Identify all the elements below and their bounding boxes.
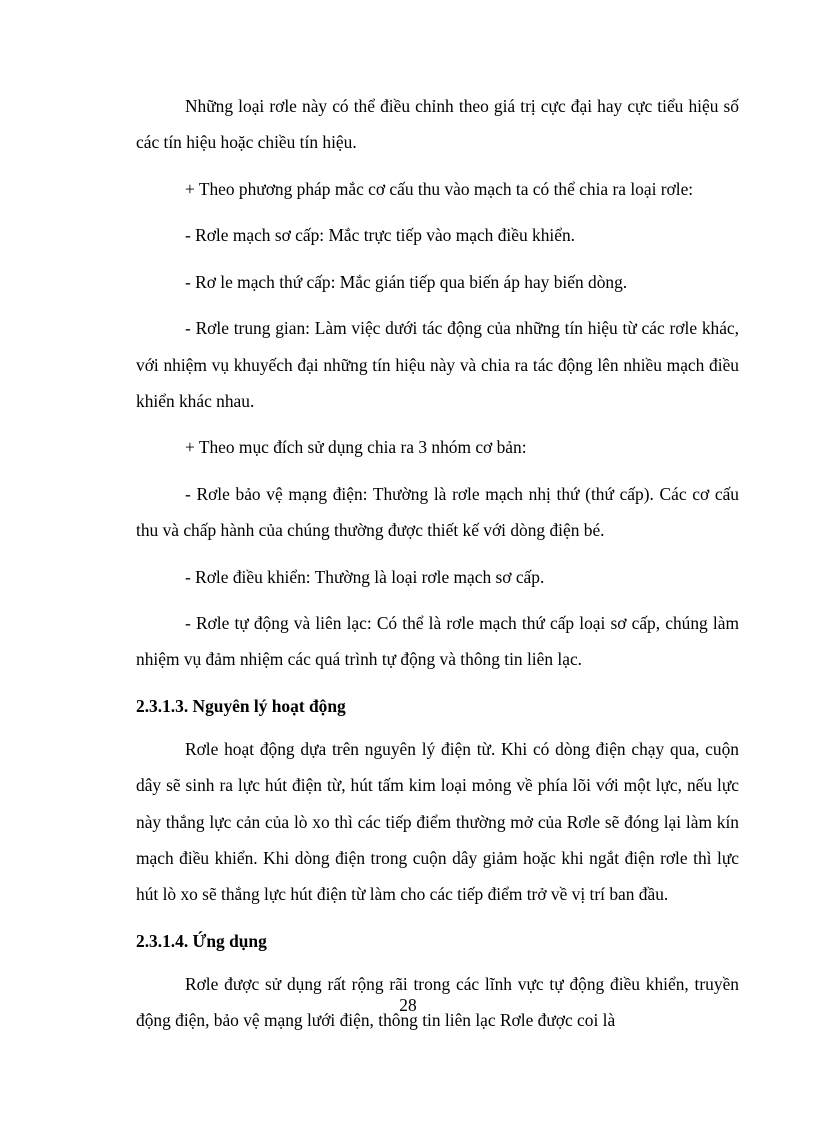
section-heading-application: 2.3.1.4. Ứng dụng (136, 930, 267, 951)
paragraph-relay-adjustment: Những loại rơle này có thể điều chỉnh theo giá trị cực đại hay cực tiểu hiệu số các tín hiệu hoặc chiều tín hiệu. (136, 96, 739, 153)
paragraph-classification-by-connection: + Theo phương pháp mắc cơ cấu thu vào mạch ta có thể chia ra loại rơle: (185, 178, 694, 199)
section-heading-operating-principle: 2.3.1.3. Nguyên lý hoạt động (136, 695, 346, 716)
list-item-control-relay: - Rơle điều khiển: Thường là loại rơle mạch sơ cấp. (185, 566, 545, 587)
paragraph-application: Rơle được sử dụng rất rộng rãi trong các lĩnh vực tự động điều khiển, truyền động điện, bảo vệ mạng lưới điện, thông tin liên lạc Rơle được coi là (136, 974, 739, 1031)
page-content (136, 88, 739, 1039)
paragraph-classification-by-purpose: + Theo mục đích sử dụng chia ra 3 nhóm cơ bản: (185, 437, 527, 458)
list-item-intermediate-relay: - Rơle trung gian: Làm việc dưới tác động của những tín hiệu từ các rơle khác, với nhiệm vụ khuyếch đại những tín hiệu này và chia ra tác động lên nhiều mạch điều khiển khác nhau. (136, 318, 739, 411)
paragraph-operating-principle: Rơle hoạt động dựa trên nguyên lý điện từ. Khi có dòng điện chạy qua, cuộn dây sẽ sinh ra lực hút điện từ, hút tấm kim loại mỏng về phía lõi với một lực, nếu lực này thắng lực cản của lò xo thì các tiếp điểm thường mở của Rơle sẽ đóng lại làm kín mạch điều khiển. Khi dòng điện trong cuộn dây giảm hoặc khi ngắt điện rơle thì lực hút lò xo sẽ thắng lực hút điện từ làm cho các tiếp điểm trở về vị trí ban đầu. (136, 739, 739, 905)
list-item-protection-relay: - Rơle bảo vệ mạng điện: Thường là rơle mạch nhị thứ (thứ cấp). Các cơ cấu thu và chấp hành của chúng thường được thiết kế với dòng điện bé. (136, 483, 739, 541)
list-item-automation-relay: - Rơle tự động và liên lạc: Có thể là rơle mạch thứ cấp loại sơ cấp, chúng làm nhiệm vụ đảm nhiệm các quá trình tự động và thông tin liên lạc. (136, 613, 739, 670)
list-item-primary-relay: - Rơle mạch sơ cấp: Mắc trực tiếp vào mạch điều khiển. (185, 225, 575, 246)
list-item-secondary-relay: - Rơ le mạch thứ cấp: Mắc gián tiếp qua biến áp hay biến dòng. (185, 271, 628, 292)
page-number: 28 (399, 995, 417, 1015)
